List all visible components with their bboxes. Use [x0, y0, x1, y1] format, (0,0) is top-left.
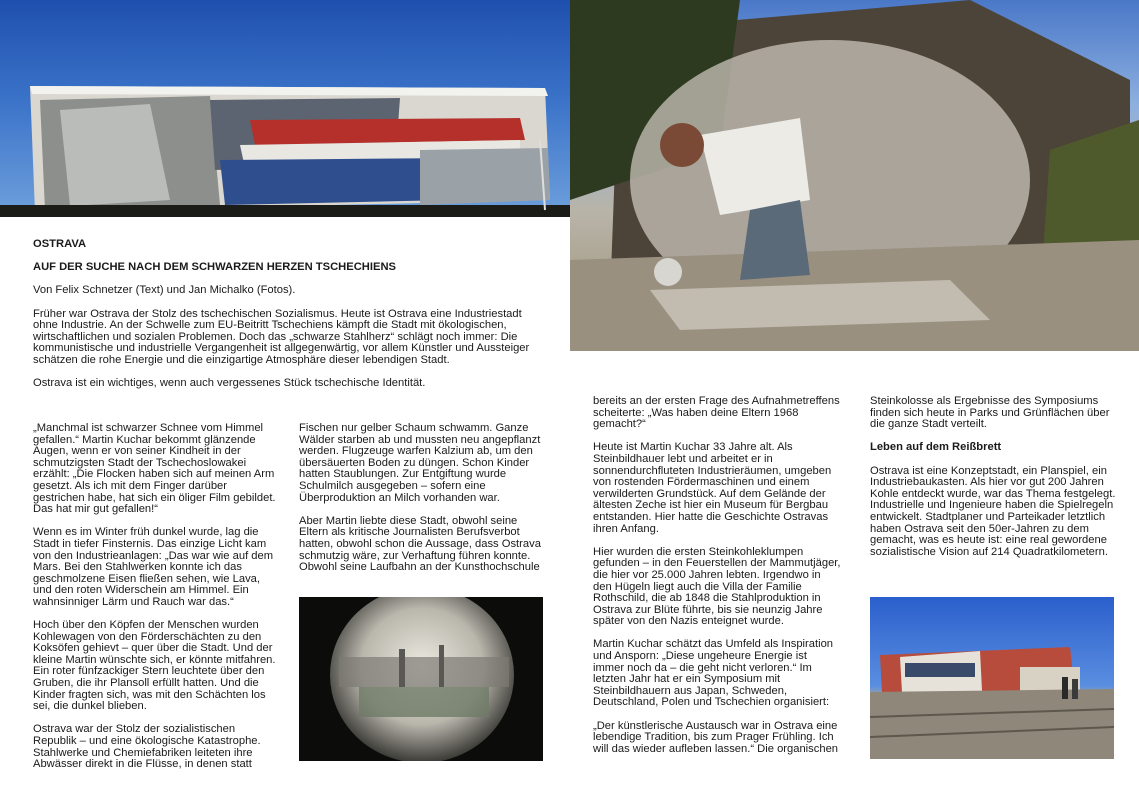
column-paragraph: Heute ist Martin Kuchar 33 Jahre alt. Als Steinbildhauer lebt und arbeitet er in sonnendurchfluteten Industrieräumen, umgeben von rostenden Fördermaschinen und einem verwilderten Grundstück. Auf dem Gelände der ältesten Zeche ist hier ein Museum für Bergbau entstanden. Hier hatte die Geschichte Ostravas ihren Anfang. — [593, 441, 832, 535]
intro-closing: Ostrava ist ein wichtiges, wenn auch vergessenes Stück tschechische Identität. — [33, 377, 426, 390]
column-paragraph: Martin Kuchar schätzt das Umfeld als Inspiration und Ansporn: „Diese ungeheure Energie ist immer noch da – die geht nicht verloren.“ Im letzten Jahr hat er ein Symposium mit Steinbildhauern aus Japan, Schweden, Deutschland, Polen und Tschechien organisiert: — [593, 638, 834, 709]
station-photo — [870, 597, 1114, 759]
column-paragraph: Hier wurden die ersten Steinkohleklumpen gefunden – in den Feuerstellen der Mammutjäger, die hier vor 25.000 Jahren lebten. Irgendwo in den Hügeln liegt auch die Villa der Familie Rothschild, die ab 1848 die Stahlproduktion in Ostrava zur Blüte führte, bis sie neunzig Jahre später von den Nazis enteignet wurde. — [593, 545, 841, 628]
intro-paragraph: Früher war Ostrava der Stolz des tschechischen Sozialismus. Heute ist Ostrava eine Industriestadt ohne Industrie. An der Schwelle zum EU-Beitritt Tschechiens kämpft die Stadt mit ökologischen, wirtschaftlichen und sozialen Problemen. Doch das „schwarze Stahlherz“ schlägt noch immer: Die kommunistische und industrielle Vergangenheit ist allgegenwärtig, vor allem Künstler und Aussteiger schätzen die rohe Energie und die einzigartige Atmosphäre dieser lebendigen Stadt. — [33, 307, 530, 366]
section-subhead: Leben auf dem Reißbrett — [870, 441, 1002, 454]
porthole-photo — [299, 597, 543, 761]
article-header — [33, 239, 538, 401]
kicker: OSTRAVA — [33, 238, 87, 250]
column-paragraph: Ostrava war der Stolz der sozialistischen Republik – und eine ökologische Katastrophe. Stahlwerke und Chemiefabriken leiteten ihre Abwässer direkt in die Flüsse, in denen statt — [33, 723, 261, 771]
column-3 — [593, 396, 841, 767]
column-paragraph: „Manchmal ist schwarzer Schnee vom Himmel gefallen.“ Martin Kuchar bekommt glänzende Augen, wenn er von seiner Kindheit in der schmutzigsten Stadt der Tschechoslowakei erzählt: „Die Flocken haben sich auf meinen Arm gesetzt. Als ich mit dem Finger darüber gestrichen habe, hat sich ein öliger Film gebildet. Das hat mir gut gefallen!“ — [33, 422, 276, 516]
mural-photo — [0, 0, 570, 217]
column-paragraph: Steinkolosse als Ergebnisse des Symposiums finden sich heute in Parks und Grünflächen über die ganze Stadt verteilt. — [870, 395, 1110, 431]
column-paragraph: Fischen nur gelber Schaum schwamm. Ganze Wälder starben ab und mussten neu angepflanzt werden. Flugzeuge warfen Kalzium ab, um den übersäuerten Boden zu düngen. Schon Kinder hatten Staublungen. Zur Entgiftung wurde Schulmilch ausgegeben – sofern eine Überproduktion an Milch vorhanden war. — [299, 422, 541, 504]
column-paragraph: Wenn es im Winter früh dunkel wurde, lag die Stadt in tiefer Finsternis. Das einzige Licht kam von den Industrieanlagen: „Das war wie auf dem Mars. Bei den Stahlwerken konnte ich das geschmolzene Eisen fließen sehen, wie Lava, und den roten Widerschein am Himmel. Ein wahnsinniger Lärm und Rauch war das.“ — [33, 526, 274, 608]
column-1 — [33, 423, 279, 782]
column-paragraph: „Der künstlerische Austausch war in Ostrava eine lebendige Tradition, bis zum Prager Frühling. Ich will das wieder aufleben lassen.“ Die organischen — [593, 719, 839, 755]
column-2 — [299, 423, 545, 585]
column-paragraph: Hoch über den Köpfen der Menschen wurden Kohlewagen von den Förderschächten zu den Koksöfen gehievt – quer über die Stadt. Und der kleine Martin wünschte sich, er könnte mitfahren. Ein roter fünfzackiger Stern leuchtete über den Gruben, die ihr Plansoll erfüllt hatten. Und die Kinder fragten sich, was mit den Schächten los sei, die dunkel blieben. — [33, 619, 276, 713]
headline: AUF DER SUCHE NACH DEM SCHWARZEN HERZEN TSCHECHIENS — [33, 261, 396, 274]
column-paragraph: Ostrava ist eine Konzeptstadt, ein Planspiel, ein Industriebaukasten. Als hier vor gut 200 Jahren Kohle entdeckt wurde, war das Thema festgelegt. Industrielle und Ingenieure haben die Spielregeln entwickelt. Stadtplaner und Parteikader letztlich haben Ostrava seit den 50er-Jahren zu dem gemacht, was es heute ist: eine real gewordene sozialistische Vision auf 214 Quadratkilometern. — [870, 464, 1116, 558]
column-paragraph: Aber Martin liebte diese Stadt, obwohl seine Eltern als kritische Journalisten Berufsverbot hatten, obwohl schon die Aussage, dass Ostrava schmutzig wäre, zur Verhaftung führen konnte. Obwohl seine Laufbahn an der Kunsthochschule — [299, 514, 541, 574]
column-paragraph: bereits an der ersten Frage des Aufnahmetreffens scheiterte: „Was haben deine Eltern 1968 gemacht?“ — [593, 395, 840, 431]
byline: Von Felix Schnetzer (Text) und Jan Michalko (Fotos). — [33, 284, 296, 297]
worker-photo — [570, 0, 1139, 351]
column-4 — [870, 396, 1118, 570]
